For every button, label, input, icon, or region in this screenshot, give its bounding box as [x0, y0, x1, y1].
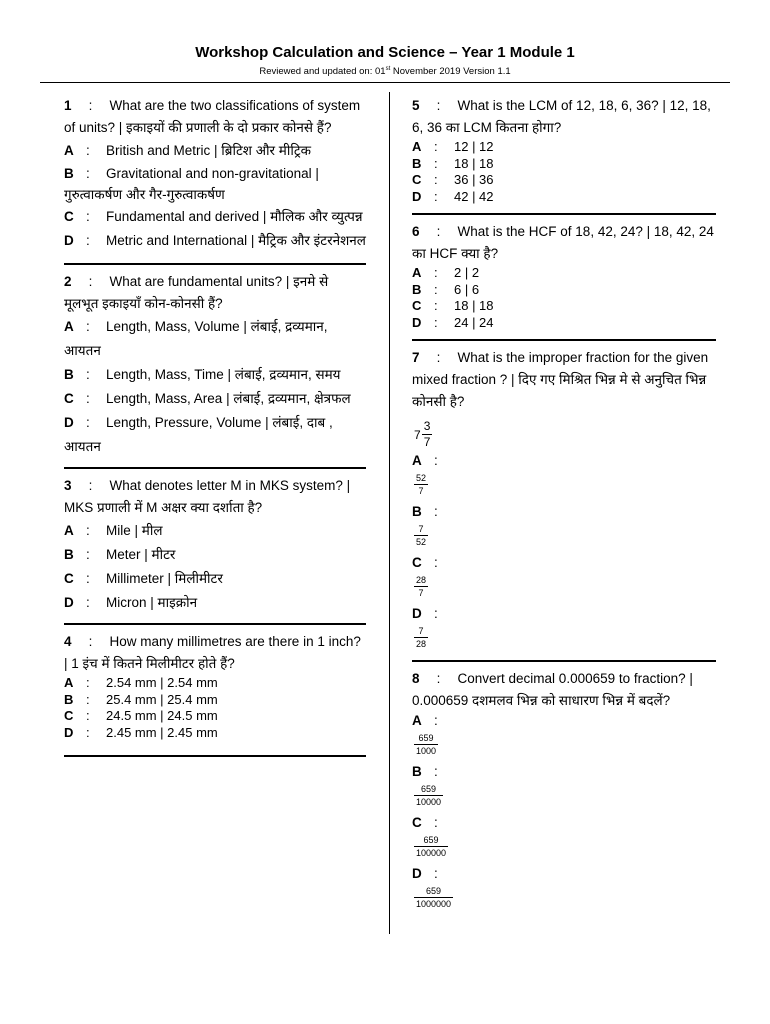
option-a[interactable] [64, 675, 366, 692]
option-text: 36 | 36 [454, 172, 494, 187]
colon: : [436, 98, 441, 113]
denominator: 28 [416, 639, 427, 649]
numerator: 659 [426, 886, 442, 896]
option-label [412, 452, 716, 470]
option-b[interactable] [412, 156, 716, 173]
option-letter: A [412, 713, 422, 728]
option-letter: D [412, 606, 422, 621]
option-letter: C [64, 708, 74, 723]
colon: : [434, 281, 438, 297]
question-body: What are fundamental units? | इनमे से मूलभूत इकाइयाँ कोन-कोनसी हैं? [64, 274, 329, 311]
option-d[interactable] [412, 315, 716, 332]
option-label [412, 503, 716, 521]
colon: : [86, 595, 90, 610]
colon: : [86, 415, 90, 430]
right-column [412, 95, 716, 916]
colon: : [86, 571, 90, 586]
colon: : [434, 172, 438, 187]
question-body: What denotes letter M in MKS system? | MKS प्रणाली में M अक्षर क्या दर्शाता है? [64, 478, 351, 515]
option-a[interactable] [412, 139, 716, 156]
colon: : [434, 155, 438, 171]
option-text: 42 | 42 [454, 188, 494, 204]
option-letter: C [412, 815, 422, 830]
option-a[interactable] [64, 139, 366, 163]
option-letter: D [64, 724, 74, 740]
colon: : [436, 671, 441, 686]
option-letter: B [64, 166, 74, 181]
colon: : [86, 708, 90, 723]
option-text: Gravitational and non-gravitational | गुरुत्वाकर्षण और गैर-गुरुत्वाकर्षण [64, 166, 319, 202]
question-number: 7 [412, 350, 420, 365]
denominator: 1000 [416, 746, 437, 756]
option-fraction [414, 523, 428, 548]
numerator: 659 [418, 733, 434, 743]
option-d[interactable] [64, 725, 366, 742]
numerator: 3 [423, 419, 431, 433]
option-letter: A [64, 523, 74, 538]
option-c[interactable] [64, 205, 366, 229]
option-text: Length, Mass, Area | लंबाई, द्रव्यमान, क्षेत्रफल [106, 391, 351, 406]
question-number: 6 [412, 224, 420, 239]
option-c[interactable] [64, 567, 366, 591]
option-d[interactable] [64, 591, 366, 615]
option-text: British and Metric | ब्रिटिश और मीट्रिक [106, 143, 312, 158]
question-separator [64, 263, 366, 265]
left-column [64, 95, 366, 763]
option-d[interactable] [412, 605, 716, 652]
colon: : [86, 166, 90, 181]
colon: : [86, 724, 90, 740]
option-b[interactable] [412, 503, 716, 550]
option-a[interactable] [64, 315, 366, 363]
question-body: What is the HCF of 18, 42, 24? | 18, 42, 24 का HCF क्या है? [412, 224, 714, 261]
question-text [412, 95, 716, 139]
option-b[interactable] [412, 282, 716, 299]
colon: : [434, 713, 438, 728]
question-separator [64, 623, 366, 625]
option-text: 18 | 18 [454, 155, 494, 171]
option-letter: A [64, 319, 74, 334]
option-d[interactable] [412, 865, 716, 912]
option-letter: D [64, 595, 74, 610]
colon: : [86, 547, 90, 562]
colon: : [436, 224, 441, 239]
colon: : [86, 367, 90, 382]
colon: : [88, 98, 93, 113]
option-letter: A [412, 139, 422, 154]
option-fraction [414, 885, 453, 910]
denominator: 7 [414, 586, 428, 599]
question-text [64, 271, 366, 315]
colon: : [434, 555, 438, 570]
question-number: 5 [412, 98, 420, 113]
colon: : [86, 209, 90, 224]
option-text: Length, Pressure, Volume | लंबाई, दाब , आयतन [64, 415, 333, 454]
colon: : [86, 391, 90, 406]
option-d[interactable] [64, 411, 366, 459]
question-number: 2 [64, 274, 72, 289]
question-separator [64, 467, 366, 469]
colon: : [434, 314, 438, 330]
option-fraction [414, 472, 428, 497]
option-letter: A [412, 453, 422, 468]
colon: : [434, 188, 438, 204]
option-fraction [414, 574, 428, 599]
question-text [64, 631, 366, 675]
colon: : [436, 350, 441, 365]
denominator: 7 [414, 484, 428, 497]
question-3 [64, 475, 366, 615]
header-rule [40, 82, 730, 83]
colon: : [88, 274, 93, 289]
option-letter: C [64, 209, 74, 224]
option-label [412, 605, 716, 623]
colon: : [88, 478, 93, 493]
option-text: 2.45 mm | 2.45 mm [106, 724, 218, 740]
colon: : [86, 523, 90, 538]
colon: : [86, 691, 90, 707]
option-text: Length, Mass, Time | लंबाई, द्रव्यमान, समय [106, 367, 341, 382]
option-letter: D [64, 233, 74, 248]
mixed-fraction [414, 419, 716, 450]
option-letter: A [64, 675, 74, 690]
colon: : [434, 453, 438, 468]
option-b[interactable] [64, 543, 366, 567]
question-6 [412, 221, 716, 331]
option-letter: B [64, 691, 74, 707]
colon: : [88, 634, 93, 649]
option-letter: D [64, 415, 74, 430]
option-c[interactable] [64, 708, 366, 725]
page-subtitle [0, 66, 770, 77]
question-separator [64, 755, 366, 757]
option-letter: B [412, 504, 422, 519]
option-text: 6 | 6 [454, 281, 480, 297]
question-text [412, 668, 716, 712]
option-fraction [414, 625, 428, 650]
option-text: 24 | 24 [454, 314, 494, 330]
subtitle-pre: Reviewed and updated on: 01 [259, 66, 386, 78]
option-c[interactable] [64, 387, 366, 411]
option-text: 12 | 12 [454, 139, 494, 154]
option-letter: B [412, 764, 422, 779]
mixed-whole: 7 [414, 427, 421, 442]
denominator: 52 [416, 537, 427, 547]
option-text: Fundamental and derived | मौलिक और व्युत्पन्न [106, 209, 363, 224]
denominator: 10000 [416, 797, 442, 807]
question-2 [64, 271, 366, 459]
option-letter: A [64, 143, 74, 158]
option-text: Micron | माइक्रोन [106, 595, 198, 610]
option-text: Millimeter | मिलीमीटर [106, 571, 223, 586]
numerator: 7 [418, 524, 424, 534]
column-divider [389, 92, 390, 934]
numerator: 28 [416, 575, 427, 585]
option-b[interactable] [64, 363, 366, 387]
option-letter: C [412, 298, 422, 313]
option-a[interactable] [412, 265, 716, 282]
option-d[interactable] [64, 229, 366, 253]
colon: : [86, 675, 90, 690]
option-text: 18 | 18 [454, 298, 494, 313]
option-text: Meter | मीटर [106, 547, 176, 562]
option-letter: C [412, 172, 422, 187]
subtitle-sup: st [385, 66, 391, 72]
question-body: What are the two classifications of system of units? | इकाइयों की प्रणाली के दो प्रकार कोनसे हैं? [64, 98, 361, 135]
colon: : [434, 764, 438, 779]
colon: : [434, 815, 438, 830]
option-a[interactable] [412, 452, 716, 499]
option-letter: D [412, 188, 422, 204]
option-fraction [414, 783, 443, 808]
option-letter: B [412, 155, 422, 171]
option-text: 24.5 mm | 24.5 mm [106, 708, 218, 723]
question-body: What is the LCM of 12, 18, 6, 36? | 12, 18, 6, 36 का LCM कितना होगा? [412, 98, 711, 135]
question-text [64, 475, 366, 519]
question-body: How many millimetres are there in 1 inch? | 1 इंच में कितने मिलीमीटर होते हैं? [64, 634, 361, 671]
option-letter: D [412, 314, 422, 330]
option-c[interactable] [412, 814, 716, 861]
option-text: Mile | मील [106, 523, 163, 538]
option-letter: C [64, 391, 74, 406]
question-separator [412, 339, 716, 341]
colon: : [434, 265, 438, 280]
colon: : [434, 606, 438, 621]
mixed-fraction-part [422, 419, 433, 450]
question-text [412, 347, 716, 413]
option-label [412, 554, 716, 572]
option-letter: C [64, 571, 74, 586]
question-8 [412, 668, 716, 912]
denominator: 1000000 [416, 899, 452, 909]
page-title: Workshop Calculation and Science – Year 1 Module 1 [195, 44, 575, 61]
question-1 [64, 95, 366, 253]
colon: : [434, 139, 438, 154]
question-7 [412, 347, 716, 652]
question-body: Convert decimal 0.000659 to fraction? | 0.000659 दशमलव भिन्न को साधारण भिन्न में बदलें? [412, 671, 693, 708]
numerator: 52 [416, 473, 427, 483]
option-letter: D [412, 866, 422, 881]
option-b[interactable] [412, 763, 716, 810]
question-body: What is the improper fraction for the given mixed fraction ? | दिए गए मिश्रित भिन्न मे से अनुचित भिन्न कोनसी है? [412, 350, 709, 409]
question-5 [412, 95, 716, 205]
option-b[interactable] [64, 163, 366, 205]
option-fraction [414, 732, 438, 757]
option-letter: C [412, 555, 422, 570]
question-number: 1 [64, 98, 72, 113]
colon: : [86, 319, 90, 334]
option-label [412, 763, 716, 781]
option-label [412, 865, 716, 883]
subtitle-post: November 2019 Version 1.1 [390, 66, 511, 78]
option-b[interactable] [64, 692, 366, 709]
numerator: 659 [423, 835, 439, 845]
question-4 [64, 631, 366, 741]
denominator: 100000 [416, 848, 447, 858]
option-a[interactable] [64, 519, 366, 543]
option-text: 25.4 mm | 25.4 mm [106, 691, 218, 707]
colon: : [434, 866, 438, 881]
option-a[interactable] [412, 712, 716, 759]
option-d[interactable] [412, 189, 716, 206]
colon: : [86, 143, 90, 158]
option-text: 2 | 2 [454, 265, 480, 280]
option-letter: B [412, 281, 422, 297]
option-text: Metric and International | मैट्रिक और इंटरनेशनल [106, 233, 366, 248]
denominator: 7 [423, 435, 431, 449]
question-number: 3 [64, 478, 72, 493]
question-text [412, 221, 716, 265]
colon: : [434, 298, 438, 313]
option-c[interactable] [412, 554, 716, 601]
option-c[interactable] [412, 298, 716, 315]
option-label [412, 814, 716, 832]
question-text [64, 95, 366, 139]
colon: : [434, 504, 438, 519]
option-c[interactable] [412, 172, 716, 189]
question-number: 8 [412, 671, 420, 686]
option-letter: B [64, 367, 74, 382]
question-number: 4 [64, 634, 72, 649]
option-label [412, 712, 716, 730]
colon: : [86, 233, 90, 248]
option-letter: B [64, 547, 74, 562]
option-letter: A [412, 265, 422, 280]
option-text: 2.54 mm | 2.54 mm [106, 675, 218, 690]
question-separator [412, 660, 716, 662]
option-fraction [414, 834, 448, 859]
option-text: Length, Mass, Volume | लंबाई, द्रव्यमान, आयतन [64, 319, 328, 358]
numerator: 659 [421, 784, 437, 794]
question-separator [412, 213, 716, 215]
numerator: 7 [418, 626, 424, 636]
